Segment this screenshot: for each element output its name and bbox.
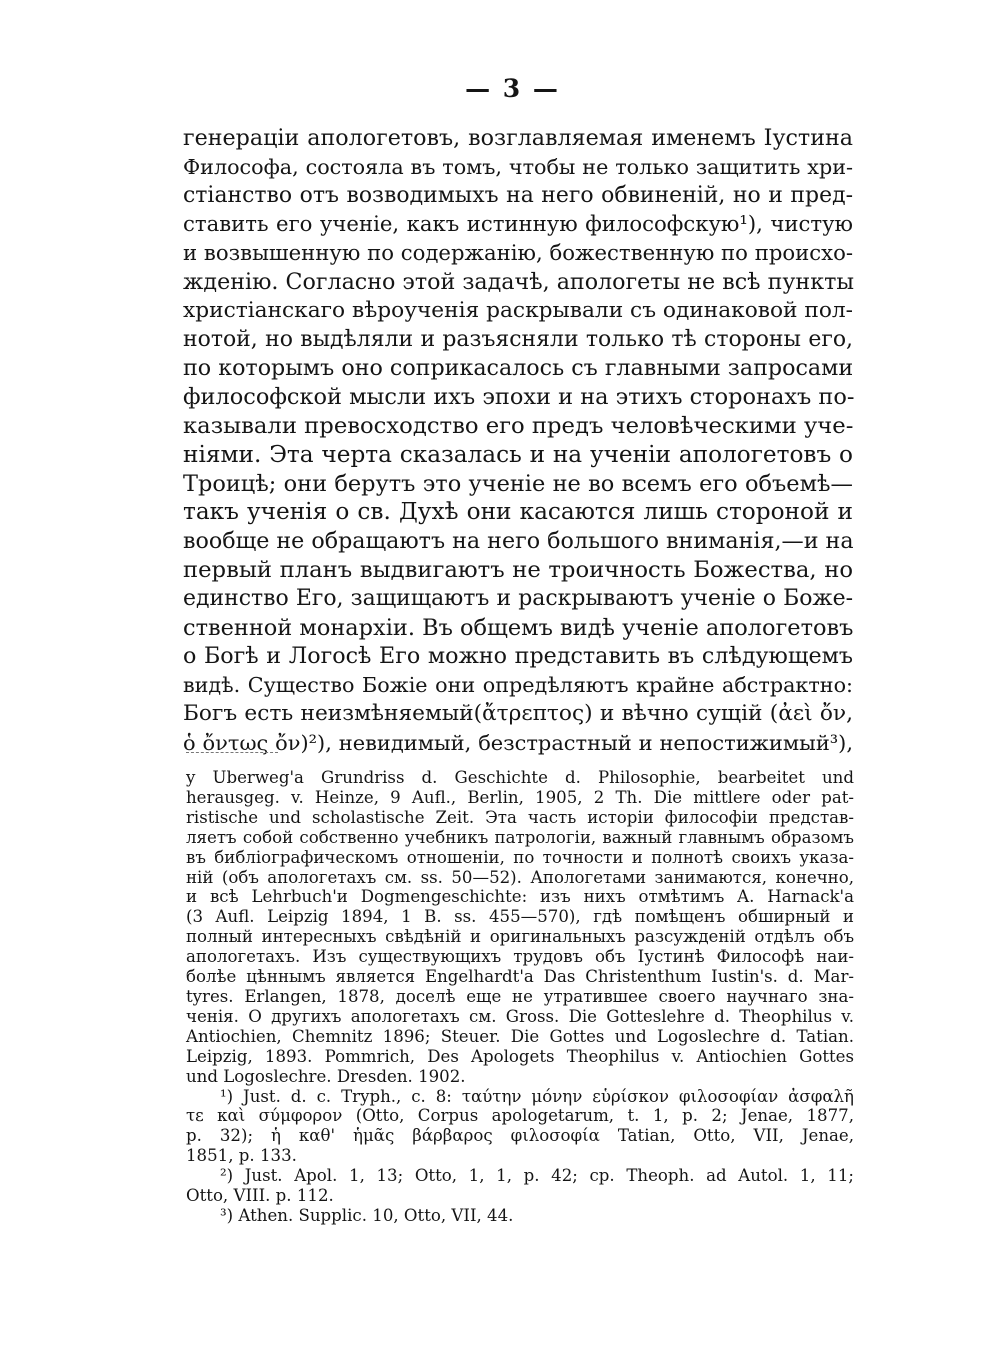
footnote-line: herausgeg. v. Heinze, 9 Aufl., Berlin, 1905, 2 Th. Die mittlere oder pat-	[186, 787, 854, 807]
body-line: нiями. Эта черта сказалась и на ученiи апологетовъ о	[183, 440, 853, 468]
body-line: ὁ ὄντως ὄν)²), невидимый, безстрастный и непостижимый³),	[183, 730, 853, 755]
footnote-line: ¹) Just. d. c. Tryph., c. 8: ταύτην μόνην εὑρίσκον φιλοσοφίαν ἀσφαλῆ	[220, 1086, 854, 1106]
footnote-continuation	[186, 768, 854, 1087]
footnote-line: tyres. Erlangen, 1878, доселѣ еще не утратившее своего научнаго зна-	[186, 986, 854, 1006]
footnote-line: und Logoslechre. Dresden. 1902.	[186, 1066, 466, 1086]
body-line: единство Его, защищаютъ и раскрываютъ ученiе о Боже-	[183, 585, 853, 611]
footnote-line: болѣе цѣннымъ является Engelhardt'a Das Christenthum Iustin's. d. Mar-	[186, 967, 854, 987]
body-line: философской мысли ихъ эпохи и на этихъ сторонахъ по-	[183, 384, 855, 411]
body-line: вообще не обращаютъ на него большого вниманiя,—и на	[183, 528, 854, 555]
body-line: жденiю. Согласно этой задачѣ, апологеты не всѣ пункты	[183, 268, 855, 295]
body-line: Философа, состояла въ томъ, чтобы не только защитить хри-	[183, 154, 853, 179]
body-line: нотой, но выдѣляли и разъясняли только тѣ стороны его,	[183, 326, 853, 352]
body-line: генерацiи апологетовъ, возглавляемая именемъ Iустина	[183, 125, 853, 151]
body-line: и возвышенную по содержанiю, божественную по происхо-	[183, 240, 853, 266]
footnote-line: и всѣ Lehrbuch'и Dogmengeschichte: изъ нихъ отмѣтимъ A. Harnack'a	[186, 887, 854, 907]
footnote-line: p. 32); ἡ καθ' ἡμᾶς βάρβαρος φιλοσοφία Tatian, Otto, VII, Jenae,	[186, 1126, 854, 1146]
body-line: видѣ. Существо Божiе они опредѣляютъ крайне абстрактно:	[183, 673, 853, 698]
footnote-line: ченiя. О другихъ апологетахъ см. Gross. Die Gotteslehre d. Theophilus v.	[186, 1006, 854, 1026]
body-line: Богъ есть неизмѣняемый(ἄτρεπτος) и вѣчно сущiй (ἀεὶ ὄν,	[183, 700, 853, 726]
footnote-3	[186, 1206, 854, 1226]
footnotes	[186, 768, 854, 1226]
footnote-line: (3 Aufl. Leipzig 1894, 1 B. ss. 455—570), гдѣ помѣщенъ обширный и	[186, 907, 854, 927]
footnote-line: ³) Athen. Supplic. 10, Otto, VII, 44.	[220, 1205, 514, 1225]
footnote-line: въ библiографическомъ отношенiи, по точности и полнотѣ своихъ указа-	[186, 847, 854, 867]
main-body-text	[183, 124, 853, 758]
footnote-line: Leipzig, 1893. Pommrich, Des Apologets Theophilus v. Antiochien Gottes	[186, 1046, 854, 1066]
footnote-divider	[186, 752, 278, 753]
footnote-line: ristische und scholastische Zeit. Эта часть исторiи философiи представ-	[186, 807, 854, 827]
footnote-line: полный интересныхъ свѣдѣнiй и оригинальныхъ разсужденiй отдѣлъ объ	[186, 927, 854, 947]
body-line: стiанство отъ возводимыхъ на него обвиненiй, но и пред-	[183, 182, 853, 208]
footnote-1	[186, 1087, 854, 1167]
body-line: казывали превосходство его предъ человѣческими уче-	[183, 412, 854, 439]
footnote-line: ²) Just. Apol. 1, 13; Otto, 1, 1, p. 42; cp. Theoph. ad Autol. 1, 11;	[220, 1166, 854, 1186]
footnote-line: Antiochien, Chemnitz 1896; Steuer. Die Gottes und Logoslechre d. Tatian.	[186, 1026, 854, 1046]
footnote-2	[186, 1166, 854, 1206]
footnote-line: ляетъ собой собственно учебникъ патрологiи, важный главнымъ образомъ	[186, 827, 854, 847]
body-line: ственной монархiи. Въ общемъ видѣ ученiе апологетовъ	[183, 614, 854, 641]
body-line: ставить его ученiе, какъ истинную философскую¹), чистую	[183, 211, 853, 237]
footnote-line: нiй (объ апологетахъ см. ss. 50—52). Апологетами занимаются, конечно,	[186, 867, 854, 887]
page-number: — 3 —	[465, 74, 560, 103]
body-line: первый планъ выдвигаютъ не троичность Божества, но	[183, 556, 853, 583]
body-line: о Богѣ и Логосѣ Его можно представить въ слѣдующемъ	[183, 643, 853, 670]
footnote-line: y Uberweg'a Grundriss d. Geschichte d. Philosophie, bearbeitet und	[186, 768, 854, 787]
body-line: такъ ученiя о св. Духѣ они касаются лишь стороной и	[183, 498, 853, 526]
footnote-line: τε καὶ σύμφορον (Otto, Corpus apologetarum, t. 1, p. 2; Jenae, 1877,	[186, 1106, 854, 1126]
body-line: христiанскаго вѣроученiя раскрывали съ одинаковой пол-	[183, 297, 853, 323]
body-line: Троицѣ; они берутъ это ученiе не во всемъ его объемѣ—	[183, 470, 853, 497]
footnote-line: Otto, VIII. p. 112.	[186, 1186, 334, 1206]
footnote-line: апологетахъ. Изъ существующихъ трудовъ объ Iустинѣ Философѣ наи-	[186, 947, 854, 967]
body-line: по которымъ оно соприкасалось съ главными запросами	[183, 355, 854, 382]
footnote-line: 1851, p. 133.	[186, 1146, 297, 1166]
